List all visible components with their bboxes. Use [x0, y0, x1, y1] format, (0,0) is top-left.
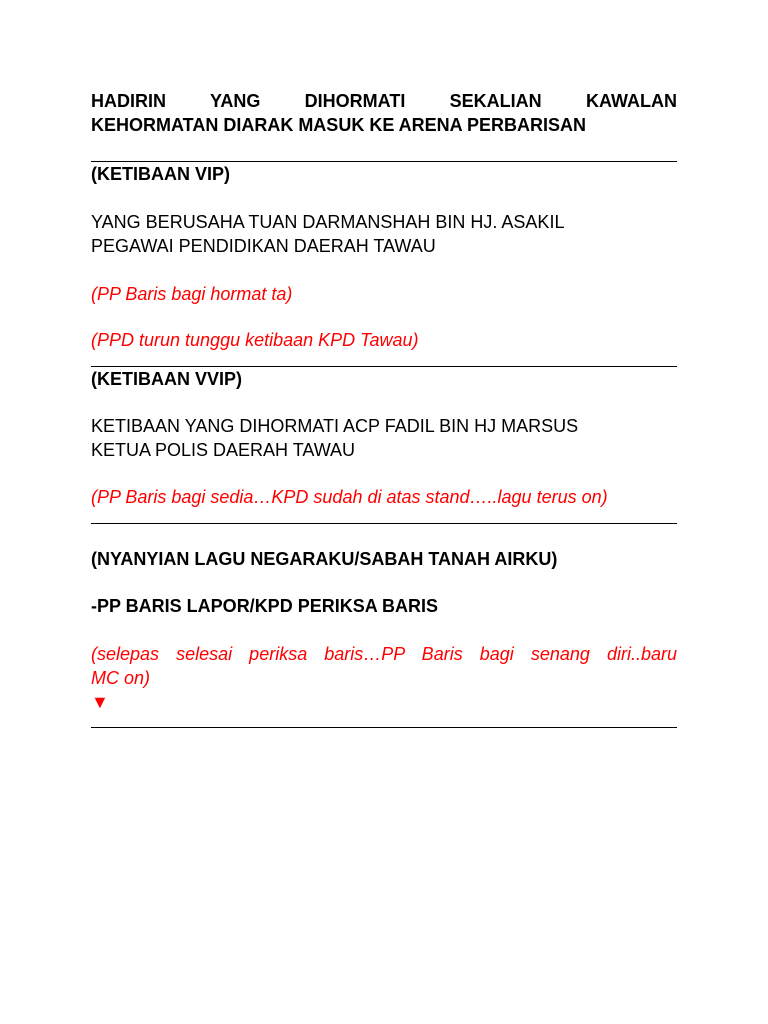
vip-name-line-1: YANG BERUSAHA TUAN DARMANSHAH BIN HJ. ASAKIL	[91, 212, 565, 232]
vip-name-line-2: PEGAWAI PENDIDIKAN DAERAH TAWAU	[91, 236, 436, 256]
report-line: -PP BARIS LAPOR/KPD PERIKSA BARIS	[91, 596, 439, 616]
intro-line-1: HADIRIN YANG DIHORMATI SEKALIAN KAWALAN	[91, 91, 677, 111]
divider-4	[91, 727, 677, 728]
intro-line-2: KEHORMATAN DIARAK MASUK KE ARENA PERBARISAN	[91, 115, 586, 135]
vvip-name-line-2: KETUA POLIS DAERAH TAWAU	[91, 440, 356, 460]
anthem-note-line-2: MC on)	[91, 668, 151, 688]
vip-note-2: (PPD turun tunggu ketibaan KPD Tawau)	[91, 330, 419, 350]
down-arrow-icon: ▼	[91, 692, 109, 712]
vip-note-1: (PP Baris bagi hormat ta)	[91, 284, 293, 304]
document-page	[91, 88, 677, 728]
anthem-note-line-1: (selepas selesai periksa baris…PP Baris bagi senang diri..baru	[91, 644, 677, 664]
vip-heading: (KETIBAAN VIP)	[91, 164, 230, 184]
vvip-note: (PP Baris bagi sedia…KPD sudah di atas stand…..lagu terus on)	[91, 487, 608, 507]
anthem-heading: (NYANYIAN LAGU NEGARAKU/SABAH TANAH AIRKU)	[91, 549, 558, 569]
divider-3	[91, 523, 677, 524]
vvip-heading: (KETIBAAN VVIP)	[91, 369, 243, 389]
vvip-name-line-1: KETIBAAN YANG DIHORMATI ACP FADIL BIN HJ MARSUS	[91, 416, 579, 436]
